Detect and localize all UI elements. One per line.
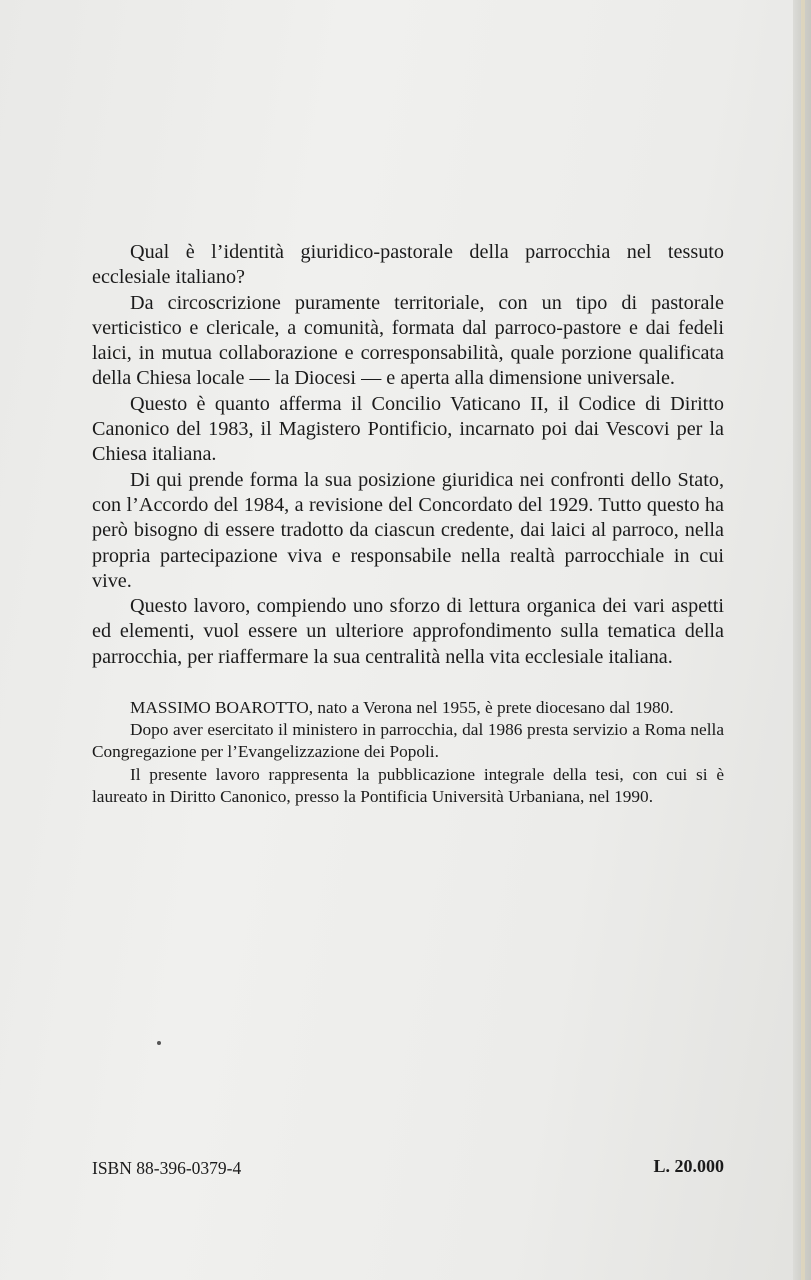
cover-text-block [92,240,724,808]
abstract-paragraph: Questo è quanto afferma il Concilio Vaticano II, il Codice di Diritto Canonico del 1983, il Magistero Pontificio, incarnato poi dai Vescovi per la Chiesa italiana. [92,392,724,466]
abstract-paragraph: Questo lavoro, compiendo uno sforzo di lettura organica dei vari aspetti ed elementi, vuol essere un ulteriore approfondimento sulla tematica della parrocchia, per riaffermare la sua centralità nella vita ecclesiale italiana. [92,595,724,668]
book-abstract [92,240,724,670]
abstract-paragraph: Da circoscrizione puramente territoriale, con un tipo di pastorale verticistico e clericale, a comunità, formata dal parroco-pastore e dai fedeli laici, in mutua collaborazione e corresponsabilità, quale porzione qualificata della Chiesa locale — la Diocesi — e aperta alla dimensione universale. [92,291,724,390]
price-label: L. 20.000 [653,1156,724,1176]
abstract-paragraph: Qual è l’identità giuridico-pastorale della parrocchia nel tessuto ecclesiale italiano? [92,241,724,289]
print-mark [157,1041,161,1045]
bio-paragraph: MASSIMO BOAROTTO, nato a Verona nel 1955, è prete diocesano dal 1980. [130,698,674,718]
author-bio [92,697,724,808]
bio-paragraph: Il presente lavoro rappresenta la pubblicazione integrale della tesi, con cui si è laureato in Diritto Canonico, presso la Pontificia Università Urbaniana, nel 1990. [92,764,724,806]
page-edge-shadow [801,0,805,1280]
bio-paragraph: Dopo aver esercitato il ministero in parrocchia, dal 1986 presta servizio a Roma nella Congregazione per l’Evangelizzazione dei Popoli. [92,720,724,762]
isbn-code: ISBN 88-396-0379-4 [92,1158,242,1178]
abstract-paragraph: Di qui prende forma la sua posizione giuridica nei confronti dello Stato, con l’Accordo del 1984, a revisione del Concordato del 1929. Tutto questo ha però bisogno di essere tradotto da ciascun credente, dai laici al parroco, nella propria partecipazione viva e responsabile nella realtà parrocchiale in cui vive. [92,468,724,592]
